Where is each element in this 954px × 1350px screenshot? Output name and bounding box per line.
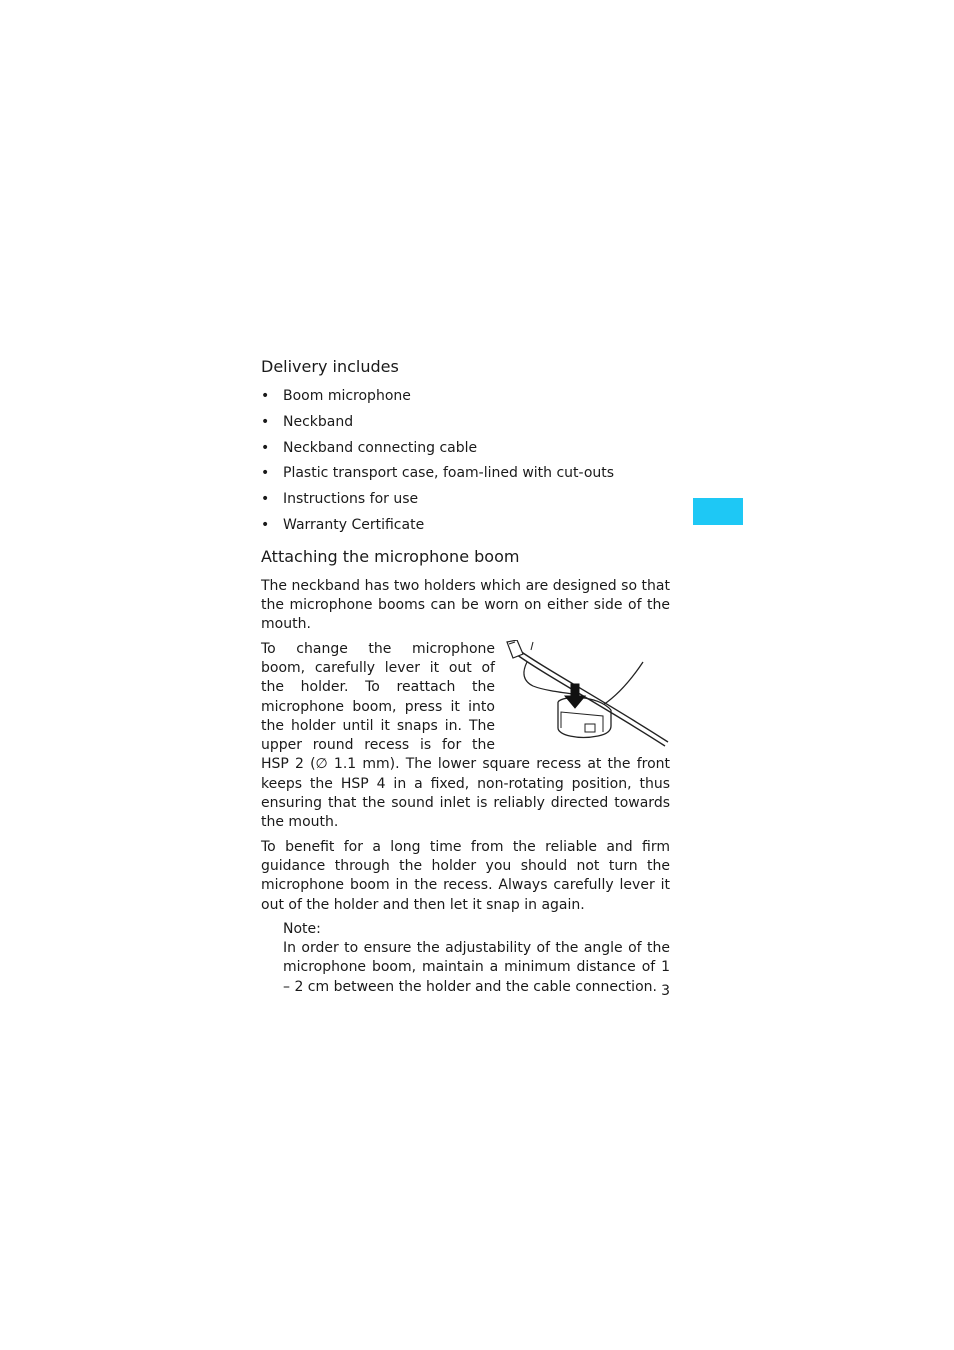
list-item [261,487,670,513]
bullet: • [261,413,270,430]
list-item-text: Neckband [283,413,354,430]
list-item-text: Plastic transport case, foam-lined with cut-outs [283,465,615,482]
list-item [261,410,670,436]
list-item [261,513,670,539]
microphone-holder-illustration [503,640,673,750]
list-item-text: Warranty Certificate [283,516,425,533]
delivery-list [261,384,670,539]
paragraph-change-boom: To change the microphone boom, carefully lever it out of the holder. To reattach the microphone boom, press it into the holder until it snaps in. The upper round recess is for the HSP 2 (∅ 1.1 mm). The lower square recess at the front keeps the HSP 4 in a fixed, non-rotating position, thus ensuring that the sound inlet is reliably directed towards the mouth. [261,640,670,831]
page-content [261,356,670,997]
list-item-text: Boom microphone [283,388,411,404]
list-item-text: Neckband connecting cable [283,439,478,456]
bullet: • [261,465,270,482]
language-tab-marker [693,498,743,525]
list-item [261,384,670,410]
bullet: • [261,388,270,404]
attaching-heading: Attaching the microphone boom [261,546,520,566]
note-title: Note: [283,920,321,937]
bullet: • [261,491,270,508]
list-item [261,461,670,487]
note-text: In order to ensure the adjustability of the angle of the microphone boom, maintain a minimum distance of 1 – 2 cm between the holder and the cable connection. [283,940,670,995]
paragraph-guidance: To benefit for a long time from the reliable and firm guidance through the holder you should not turn the microphone boom in the recess. Always carefully lever it out of the holder and then let it snap in again. [261,838,670,913]
list-item-text: Instructions for use [283,491,419,508]
paragraph-holders: The neckband has two holders which are designed so that the microphone booms can be worn on either side of the mouth. [261,577,670,633]
list-item [261,436,670,462]
delivery-heading: Delivery includes [261,357,399,376]
bullet: • [261,516,270,533]
bullet: • [261,439,270,456]
note-block [283,920,670,997]
paragraph-change-wrapper [261,640,670,833]
page-number: 3 [661,983,670,999]
